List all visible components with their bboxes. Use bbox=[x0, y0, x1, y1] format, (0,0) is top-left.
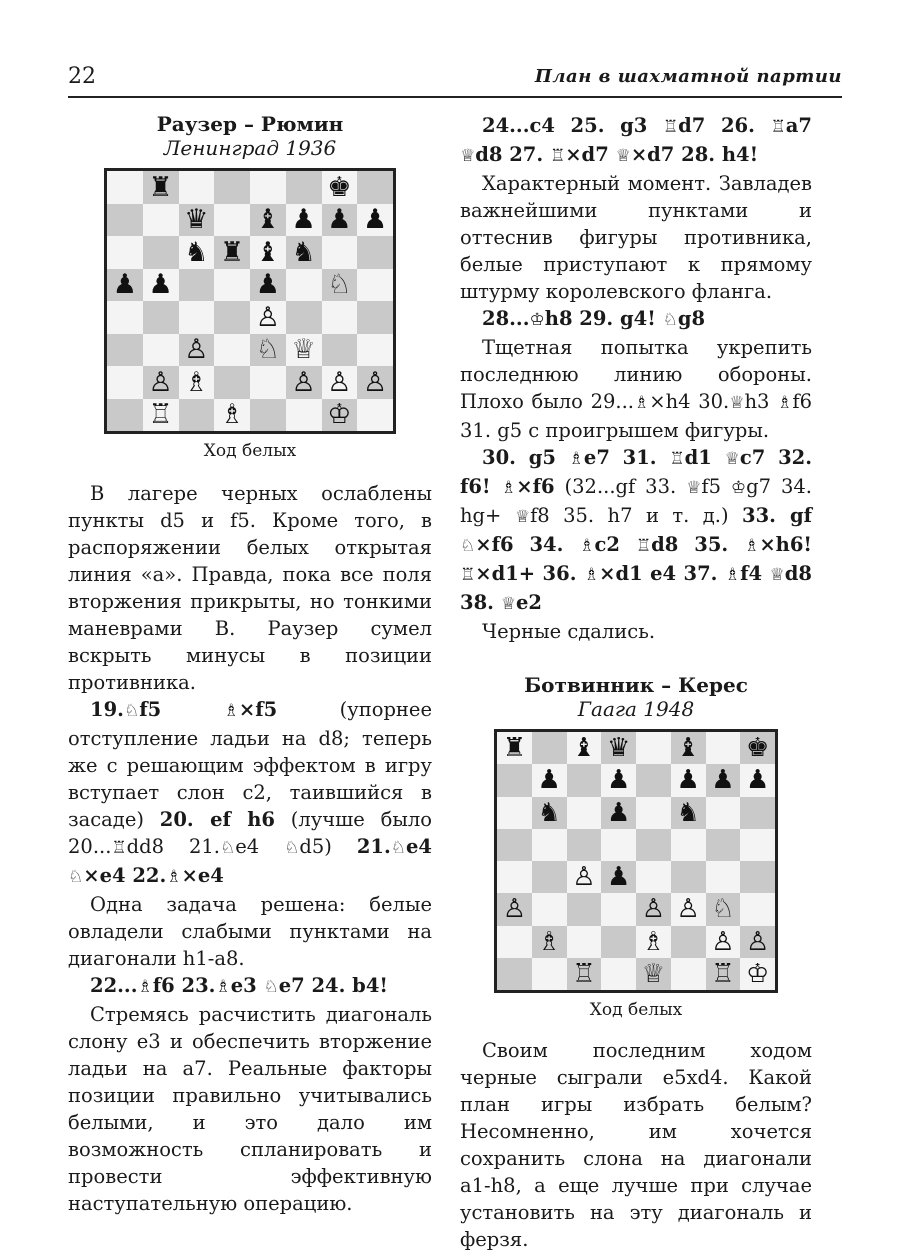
square-b8 bbox=[532, 732, 567, 764]
game1-moves-22-24: 22...♗f6 23.♗e3 ♘e7 24. b4! bbox=[90, 974, 388, 997]
black-pawn-icon: ♟ bbox=[676, 765, 700, 796]
white-queen-icon: ♕ bbox=[291, 334, 316, 366]
game1-chessboard bbox=[104, 168, 396, 434]
square-c8 bbox=[179, 171, 215, 204]
square-d3 bbox=[601, 893, 636, 925]
game1-place: Ленинград 1936 bbox=[163, 136, 337, 160]
square-c7 bbox=[567, 764, 602, 796]
square-b8 bbox=[143, 171, 179, 204]
square-a8 bbox=[497, 732, 532, 764]
bishop-icon: ♗ bbox=[215, 977, 231, 997]
white-pawn-icon: ♙ bbox=[676, 894, 700, 925]
square-b5 bbox=[143, 269, 179, 302]
bishop-icon: ♗ bbox=[724, 565, 741, 585]
square-a6 bbox=[497, 797, 532, 829]
square-b3 bbox=[532, 893, 567, 925]
square-h6 bbox=[357, 236, 393, 269]
bishop-icon: ♗ bbox=[223, 701, 239, 721]
white-king-icon: ♔ bbox=[327, 399, 352, 431]
square-a3 bbox=[107, 334, 143, 367]
square-e1 bbox=[636, 958, 671, 990]
white-bishop-icon: ♗ bbox=[184, 366, 209, 398]
square-b5 bbox=[532, 829, 567, 861]
square-c7 bbox=[179, 204, 215, 237]
square-c8 bbox=[567, 732, 602, 764]
square-a5 bbox=[497, 829, 532, 861]
black-pawn-icon: ♟ bbox=[327, 204, 352, 236]
square-f5 bbox=[671, 829, 706, 861]
square-e8 bbox=[636, 732, 671, 764]
square-c1 bbox=[179, 399, 215, 432]
white-pawn-icon: ♙ bbox=[641, 894, 666, 925]
square-b1 bbox=[532, 958, 567, 990]
black-pawn-icon: ♟ bbox=[112, 269, 137, 301]
square-e1 bbox=[250, 399, 286, 432]
queen-icon: ♕ bbox=[460, 146, 476, 166]
square-c3 bbox=[567, 893, 602, 925]
square-f2 bbox=[671, 926, 706, 958]
white-king-icon: ♔ bbox=[745, 958, 770, 989]
rook-icon: ♖ bbox=[669, 449, 685, 469]
black-pawn-icon: ♟ bbox=[745, 765, 770, 796]
bishop-icon: ♗ bbox=[568, 449, 584, 469]
square-c5 bbox=[567, 829, 602, 861]
square-d1 bbox=[214, 399, 250, 432]
square-e4 bbox=[636, 861, 671, 893]
white-pawn-icon: ♙ bbox=[363, 366, 388, 398]
square-h8 bbox=[357, 171, 393, 204]
game1-commentary-2: Одна задача решена: белые овладели слабыми пунктами на диагонали h1-a8. bbox=[68, 893, 432, 970]
bishop-icon: ♗ bbox=[579, 536, 595, 556]
black-pawn-icon: ♟ bbox=[148, 269, 173, 301]
black-king-icon: ♚ bbox=[327, 171, 352, 203]
square-g7 bbox=[322, 204, 358, 237]
game2-commentary-1: Своим последним ходом черные сыграли e5xd4. Какой план игры избрать белым? Несомненно, им хочется сохранить слона на диагонали a1-h8, а еще лучше при случае установить на эту диагональ и ферзя. bbox=[460, 1039, 812, 1251]
knight-icon: ♘ bbox=[220, 838, 236, 858]
square-c4 bbox=[179, 301, 215, 334]
black-pawn-icon: ♟ bbox=[711, 765, 735, 796]
square-e7 bbox=[636, 764, 671, 796]
square-f8 bbox=[286, 171, 322, 204]
game1-players: Раузер – Рюмин bbox=[156, 112, 344, 136]
square-e7 bbox=[250, 204, 286, 237]
square-d2 bbox=[601, 926, 636, 958]
white-bishop-icon: ♗ bbox=[641, 926, 666, 957]
square-a1 bbox=[107, 399, 143, 432]
square-h4 bbox=[740, 861, 775, 893]
black-king-icon: ♚ bbox=[745, 733, 770, 764]
square-b7 bbox=[532, 764, 567, 796]
black-pawn-icon: ♟ bbox=[606, 797, 631, 828]
square-e4 bbox=[250, 301, 286, 334]
game1-commentary-4: Характерный момент. Завладев важнейшими пунктами и оттеснив фигуры противника, белые приступают к прямому штурму королевского фланга. bbox=[460, 172, 812, 303]
square-d8 bbox=[214, 171, 250, 204]
square-h5 bbox=[357, 269, 393, 302]
square-c2 bbox=[567, 926, 602, 958]
square-b2 bbox=[532, 926, 567, 958]
square-g5 bbox=[706, 829, 741, 861]
rook-icon: ♖ bbox=[635, 536, 652, 556]
square-h4 bbox=[357, 301, 393, 334]
square-b1 bbox=[143, 399, 179, 432]
square-b2 bbox=[143, 366, 179, 399]
bishop-icon: ♗ bbox=[583, 565, 600, 585]
square-d8 bbox=[601, 732, 636, 764]
square-e3 bbox=[250, 334, 286, 367]
white-pawn-icon: ♙ bbox=[255, 301, 280, 333]
black-pawn-icon: ♟ bbox=[291, 204, 316, 236]
square-g4 bbox=[322, 301, 358, 334]
black-queen-icon: ♛ bbox=[184, 204, 209, 236]
bishop-icon: ♗ bbox=[166, 867, 182, 887]
square-f1 bbox=[671, 958, 706, 990]
king-icon: ♔ bbox=[529, 310, 545, 330]
game2-chessboard bbox=[494, 729, 778, 993]
square-h6 bbox=[740, 797, 775, 829]
square-b6 bbox=[532, 797, 567, 829]
square-g6 bbox=[322, 236, 358, 269]
square-f4 bbox=[671, 861, 706, 893]
square-e5 bbox=[250, 269, 286, 302]
white-rook-icon: ♖ bbox=[572, 958, 596, 989]
game2-caption: Ход белых bbox=[589, 1000, 683, 1020]
square-c3 bbox=[179, 334, 215, 367]
square-a5 bbox=[107, 269, 143, 302]
square-f3 bbox=[671, 893, 706, 925]
queen-icon: ♕ bbox=[729, 393, 745, 413]
square-a3 bbox=[497, 893, 532, 925]
bishop-icon: ♗ bbox=[501, 478, 517, 498]
square-e8 bbox=[250, 171, 286, 204]
square-g8 bbox=[706, 732, 741, 764]
white-pawn-icon: ♙ bbox=[502, 894, 527, 925]
square-h3 bbox=[740, 893, 775, 925]
white-pawn-icon: ♙ bbox=[572, 862, 596, 893]
square-b4 bbox=[532, 861, 567, 893]
black-bishop-icon: ♝ bbox=[255, 204, 280, 236]
game1-caption: Ход белых bbox=[203, 441, 297, 461]
square-e5 bbox=[636, 829, 671, 861]
rook-icon: ♖ bbox=[460, 565, 476, 585]
square-f3 bbox=[286, 334, 322, 367]
bishop-icon: ♗ bbox=[137, 977, 153, 997]
knight-icon: ♘ bbox=[390, 838, 407, 858]
running-title: План в шахматной партии bbox=[534, 66, 842, 87]
knight-icon: ♘ bbox=[284, 838, 300, 858]
square-a6 bbox=[107, 236, 143, 269]
queen-icon: ♕ bbox=[769, 565, 785, 585]
square-g5 bbox=[322, 269, 358, 302]
square-g8 bbox=[322, 171, 358, 204]
square-d6 bbox=[601, 797, 636, 829]
white-pawn-icon: ♙ bbox=[711, 926, 735, 957]
black-queen-icon: ♛ bbox=[606, 733, 631, 764]
square-f6 bbox=[671, 797, 706, 829]
knight-icon: ♘ bbox=[123, 701, 140, 721]
white-bishop-icon: ♗ bbox=[537, 926, 561, 957]
square-h1 bbox=[740, 958, 775, 990]
square-g2 bbox=[322, 366, 358, 399]
game1-moves-28-29: 28...♔h8 29. g4! ♘g8 bbox=[482, 307, 706, 330]
white-knight-icon: ♘ bbox=[711, 894, 735, 925]
square-d4 bbox=[214, 301, 250, 334]
queen-icon: ♕ bbox=[615, 146, 631, 166]
bishop-icon: ♗ bbox=[777, 393, 793, 413]
square-h7 bbox=[357, 204, 393, 237]
square-h1 bbox=[357, 399, 393, 432]
game1-board-grid bbox=[107, 171, 393, 431]
queen-icon: ♕ bbox=[686, 478, 702, 498]
square-a7 bbox=[497, 764, 532, 796]
black-pawn-icon: ♟ bbox=[255, 269, 280, 301]
square-c2 bbox=[179, 366, 215, 399]
game2-players: Ботвинник – Керес bbox=[524, 673, 748, 697]
black-rook-icon: ♜ bbox=[148, 171, 173, 203]
white-pawn-icon: ♙ bbox=[291, 366, 316, 398]
square-g7 bbox=[706, 764, 741, 796]
white-bishop-icon: ♗ bbox=[220, 399, 245, 431]
knight-icon: ♘ bbox=[662, 310, 678, 330]
square-h3 bbox=[357, 334, 393, 367]
game1-moves-24-28: 24...c4 25. g3 ♖d7 26. ♖a7 ♕d8 27. ♖×d7 ♕×d7 28. h4! bbox=[460, 114, 812, 166]
game2-board-grid bbox=[497, 732, 775, 990]
square-g1 bbox=[706, 958, 741, 990]
square-c6 bbox=[179, 236, 215, 269]
white-queen-icon: ♕ bbox=[641, 958, 666, 989]
black-rook-icon: ♜ bbox=[220, 236, 245, 268]
square-d3 bbox=[214, 334, 250, 367]
square-e6 bbox=[250, 236, 286, 269]
black-knight-icon: ♞ bbox=[291, 236, 316, 268]
knight-icon: ♘ bbox=[68, 867, 84, 887]
square-e2 bbox=[636, 926, 671, 958]
square-f4 bbox=[286, 301, 322, 334]
page-number: 22 bbox=[68, 64, 96, 89]
square-c6 bbox=[567, 797, 602, 829]
square-d7 bbox=[601, 764, 636, 796]
square-f5 bbox=[286, 269, 322, 302]
game1-moves-19-22: 19.♘f5 ♗×f5 (упорнее отступление ладьи на d8; теперь же с решающим эффектом в игру вступает слон c2, таившийся в засаде) 20. ef h6 (лучше было 20...♖dd8 21.♘e4 ♘d5) 21.♘e4 ♘×e4 22.♗×e4 bbox=[68, 698, 433, 887]
square-d2 bbox=[214, 366, 250, 399]
square-h2 bbox=[740, 926, 775, 958]
black-pawn-icon: ♟ bbox=[537, 765, 561, 796]
knight-icon: ♘ bbox=[263, 977, 279, 997]
square-f7 bbox=[671, 764, 706, 796]
white-knight-icon: ♘ bbox=[327, 269, 352, 301]
square-a4 bbox=[497, 861, 532, 893]
black-knight-icon: ♞ bbox=[537, 797, 561, 828]
square-f6 bbox=[286, 236, 322, 269]
black-bishop-icon: ♝ bbox=[572, 733, 596, 764]
square-d6 bbox=[214, 236, 250, 269]
square-a8 bbox=[107, 171, 143, 204]
square-a2 bbox=[497, 926, 532, 958]
square-a7 bbox=[107, 204, 143, 237]
queen-icon: ♕ bbox=[514, 507, 531, 527]
queen-icon: ♕ bbox=[500, 594, 516, 614]
square-b4 bbox=[143, 301, 179, 334]
black-rook-icon: ♜ bbox=[502, 733, 527, 764]
black-knight-icon: ♞ bbox=[676, 797, 700, 828]
left-column bbox=[68, 112, 432, 1217]
rook-icon: ♖ bbox=[549, 146, 566, 166]
square-f1 bbox=[286, 399, 322, 432]
square-a4 bbox=[107, 301, 143, 334]
king-icon: ♔ bbox=[730, 478, 747, 498]
game2-place: Гаага 1948 bbox=[577, 697, 695, 721]
square-b6 bbox=[143, 236, 179, 269]
right-column bbox=[460, 112, 812, 1253]
white-knight-icon: ♘ bbox=[255, 334, 280, 366]
black-pawn-icon: ♟ bbox=[606, 862, 631, 893]
square-d4 bbox=[601, 861, 636, 893]
game1-commentary-3: Стремясь расчистить диагональ слону e3 и обеспечить вторжение ладьи на a7. Реальные факторы позиции правильно учитывались белыми, и это дало им возможность спланировать и провести эффективную наступательную операцию. bbox=[68, 1003, 432, 1215]
black-pawn-icon: ♟ bbox=[606, 765, 631, 796]
square-d1 bbox=[601, 958, 636, 990]
black-bishop-icon: ♝ bbox=[255, 236, 280, 268]
square-a2 bbox=[107, 366, 143, 399]
square-e3 bbox=[636, 893, 671, 925]
square-f8 bbox=[671, 732, 706, 764]
square-g6 bbox=[706, 797, 741, 829]
square-g1 bbox=[322, 399, 358, 432]
white-rook-icon: ♖ bbox=[148, 399, 173, 431]
game1-result: Черные сдались. bbox=[482, 620, 656, 643]
square-d5 bbox=[214, 269, 250, 302]
game1-commentary-5: Тщетная попытка укрепить последнюю линию обороны. Плохо было 29...♗×h4 30.♕h3 ♗f6 31. g5 с проигрышем фигуры. bbox=[460, 336, 812, 442]
square-f7 bbox=[286, 204, 322, 237]
bishop-icon: ♗ bbox=[744, 536, 760, 556]
square-g4 bbox=[706, 861, 741, 893]
square-h5 bbox=[740, 829, 775, 861]
white-pawn-icon: ♙ bbox=[327, 366, 352, 398]
black-knight-icon: ♞ bbox=[184, 236, 209, 268]
rook-icon: ♖ bbox=[662, 117, 679, 137]
square-d5 bbox=[601, 829, 636, 861]
square-h2 bbox=[357, 366, 393, 399]
rook-icon: ♖ bbox=[770, 117, 786, 137]
square-g3 bbox=[706, 893, 741, 925]
square-f2 bbox=[286, 366, 322, 399]
square-a1 bbox=[497, 958, 532, 990]
rook-icon: ♖ bbox=[111, 838, 127, 858]
square-c1 bbox=[567, 958, 602, 990]
queen-icon: ♕ bbox=[724, 449, 740, 469]
white-pawn-icon: ♙ bbox=[184, 334, 209, 366]
square-c5 bbox=[179, 269, 215, 302]
bishop-icon: ♗ bbox=[634, 393, 650, 413]
square-b7 bbox=[143, 204, 179, 237]
white-pawn-icon: ♙ bbox=[148, 366, 173, 398]
square-e2 bbox=[250, 366, 286, 399]
square-h8 bbox=[740, 732, 775, 764]
running-header bbox=[68, 58, 842, 98]
square-c4 bbox=[567, 861, 602, 893]
square-b3 bbox=[143, 334, 179, 367]
white-rook-icon: ♖ bbox=[711, 958, 735, 989]
black-pawn-icon: ♟ bbox=[363, 204, 388, 236]
square-g3 bbox=[322, 334, 358, 367]
game1-moves-30-38: 30. g5 ♗e7 31. ♖d1 ♕c7 32. f6! ♗×f6 (32...gf 33. ♕f5 ♔g7 34. hg+ ♕f8 35. h7 и т. д.) 33. gf ♘×f6 34. ♗c2 ♖d8 35. ♗×h6! ♖×d1+ 36. ♗×d1 e4 37. ♗f4 ♕d8 38. ♕e2 bbox=[460, 446, 813, 614]
white-pawn-icon: ♙ bbox=[745, 926, 770, 957]
square-d7 bbox=[214, 204, 250, 237]
square-h7 bbox=[740, 764, 775, 796]
knight-icon: ♘ bbox=[460, 536, 476, 556]
game1-commentary-1: В лагере черных ослаблены пункты d5 и f5. Кроме того, в распоряжении белых открытая линия «а». Правда, пока все поля вторжения прикрыты, но тонкими маневрами В. Раузер сумел вскрыть минусы в позиции противника. bbox=[68, 482, 432, 694]
square-e6 bbox=[636, 797, 671, 829]
square-g2 bbox=[706, 926, 741, 958]
black-bishop-icon: ♝ bbox=[676, 733, 700, 764]
